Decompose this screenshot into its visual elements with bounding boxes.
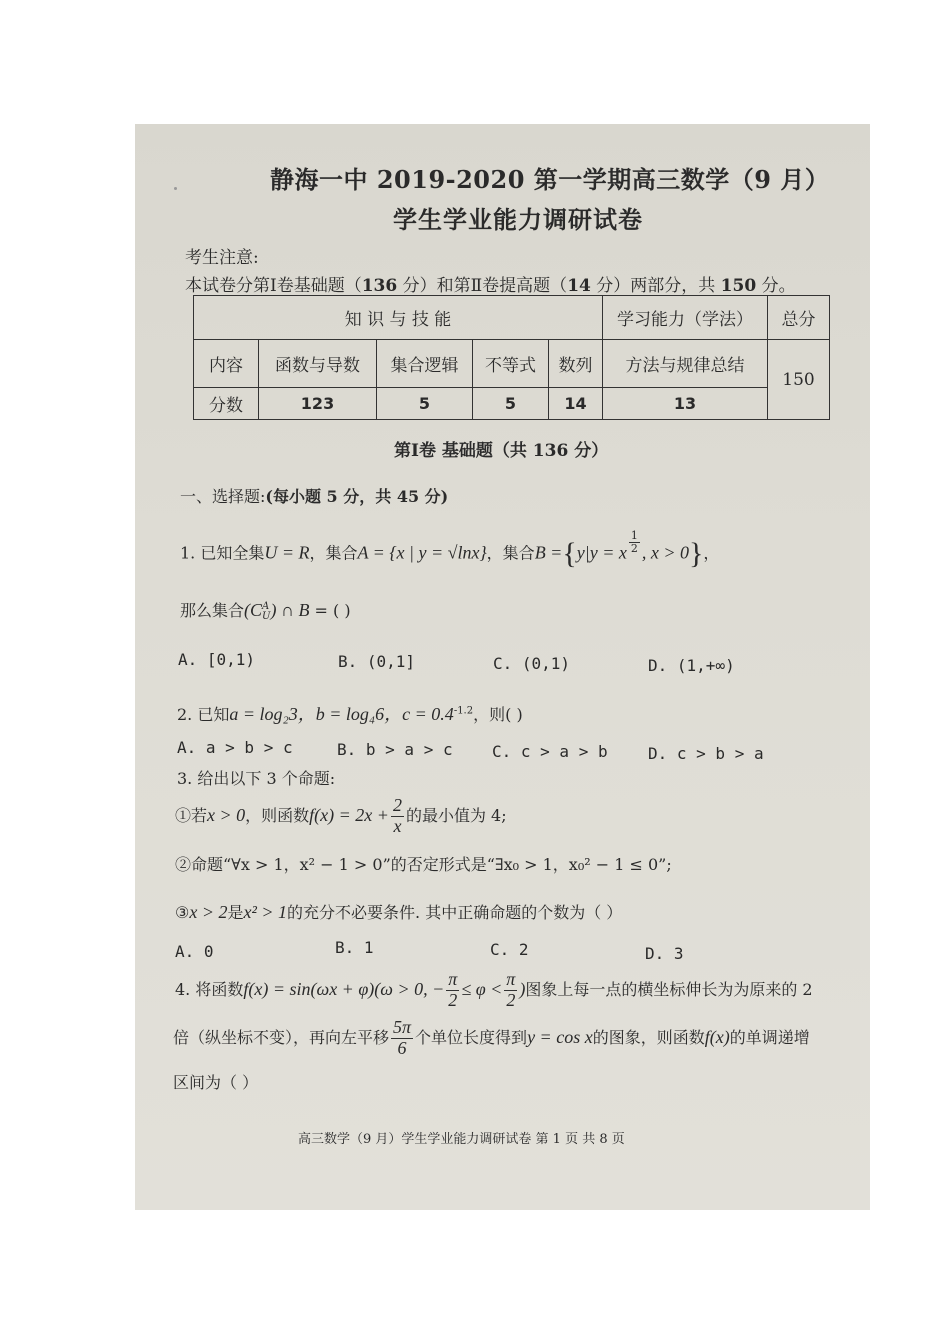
question-4-stem: 4. 将函数f(x) = sin(ωx + φ)(ω > 0, − $\frac{\pi}{2}$ ≤ φ < $\frac{\pi}{2}$ )图象上每一点的横坐标伸长为为原来的 2 <box>175 969 813 1010</box>
question-1-option-d: D. (1,+∞) <box>648 656 735 675</box>
question-1-option-b: B. (0,1] <box>338 652 416 671</box>
score-inequality: 5 <box>473 388 549 420</box>
score-sequences: 14 <box>549 388 603 420</box>
question-3-proposition-3: ③x > 2是x² > 1的充分不必要条件. 其中正确命题的个数为（ ） <box>175 902 623 922</box>
paper-speck <box>174 187 177 190</box>
question-2-option-d: D. c > b > a <box>648 744 764 763</box>
title-line-2: 学生学业能力调研试卷 <box>393 205 643 234</box>
question-3-proposition-1: ①若x > 0，则函数f(x) = 2x + $\frac{2}{x}$ 的最小值为 4; <box>175 795 507 836</box>
score-sets-logic: 5 <box>377 388 473 420</box>
score-functions: 123 <box>259 388 377 420</box>
question-2-option-c: C. c > a > b <box>492 742 608 761</box>
column-sets-logic: 集合逻辑 <box>377 340 473 388</box>
score-methods: 13 <box>603 388 768 420</box>
question-2-option-b: B. b > a > c <box>337 740 453 759</box>
question-3-option-d: D. 3 <box>645 944 684 963</box>
score-label: 分数 <box>194 388 259 420</box>
question-1-stem: 1. 已知全集U = R，集合A = {x | y = √lnx}，集合B ={y|y = x $\frac{1}{2}$ , x > 0}， <box>180 529 720 570</box>
question-3-proposition-2: ②命题“∀x > 1，x² − 1 > 0”的否定形式是“∃x₀ > 1，x₀² − 1 ≤ 0”; <box>175 855 672 874</box>
section-1-title: 第Ⅰ卷 基础题（共 136 分） <box>394 441 609 461</box>
part-title: 一、选择题:(每小题 5 分，共 45 分) <box>180 487 449 506</box>
question-1-option-c: C. (0,1) <box>493 654 571 673</box>
question-3-option-c: C. 2 <box>490 940 529 959</box>
question-4-line-3: 区间为（ ） <box>173 1073 259 1092</box>
column-methods: 方法与规律总结 <box>603 340 768 388</box>
ability-header: 学习能力（学法） <box>603 296 768 340</box>
question-1-option-a: A. [0,1) <box>178 650 256 669</box>
question-3-stem: 3. 给出以下 3 个命题: <box>177 769 336 788</box>
page-footer: 高三数学（9 月）学生学业能力调研试卷 第 1 页 共 8 页 <box>298 1132 625 1147</box>
question-3-option-a: A. 0 <box>175 942 214 961</box>
column-sequences: 数列 <box>549 340 603 388</box>
content-label: 内容 <box>194 340 259 388</box>
question-4-line-2: 倍（纵坐标不变），再向左平移 $\frac{5\pi}{6}$ 个单位长度得到y = cos x的图象，则函数f(x)的单调递增 <box>173 1017 810 1058</box>
question-3-option-b: B. 1 <box>335 938 374 957</box>
title-line-1: 静海一中 2019-2020 第一学期高三数学（9 月） <box>270 165 830 194</box>
score-table <box>193 295 830 420</box>
total-header: 总分 <box>768 296 830 340</box>
column-functions: 函数与导数 <box>259 340 377 388</box>
question-1-line-2: 那么集合(C A U ) ∩ B = ( ) <box>180 600 351 622</box>
notice-label: 考生注意: <box>185 248 259 268</box>
total-score: 150 <box>768 340 830 420</box>
knowledge-header: 知 识 与 技 能 <box>194 296 603 340</box>
notice-intro: 本试卷分第Ⅰ卷基础题（136 分）和第Ⅱ卷提高题（14 分）两部分，共 150 分。 <box>185 276 796 296</box>
column-inequality: 不等式 <box>473 340 549 388</box>
question-2-stem: 2. 已知a = log₂3，b = log₄6，$c = 0.4^{-1.2}$，则( ) <box>177 704 523 724</box>
question-2-option-a: A. a > b > c <box>177 738 293 757</box>
